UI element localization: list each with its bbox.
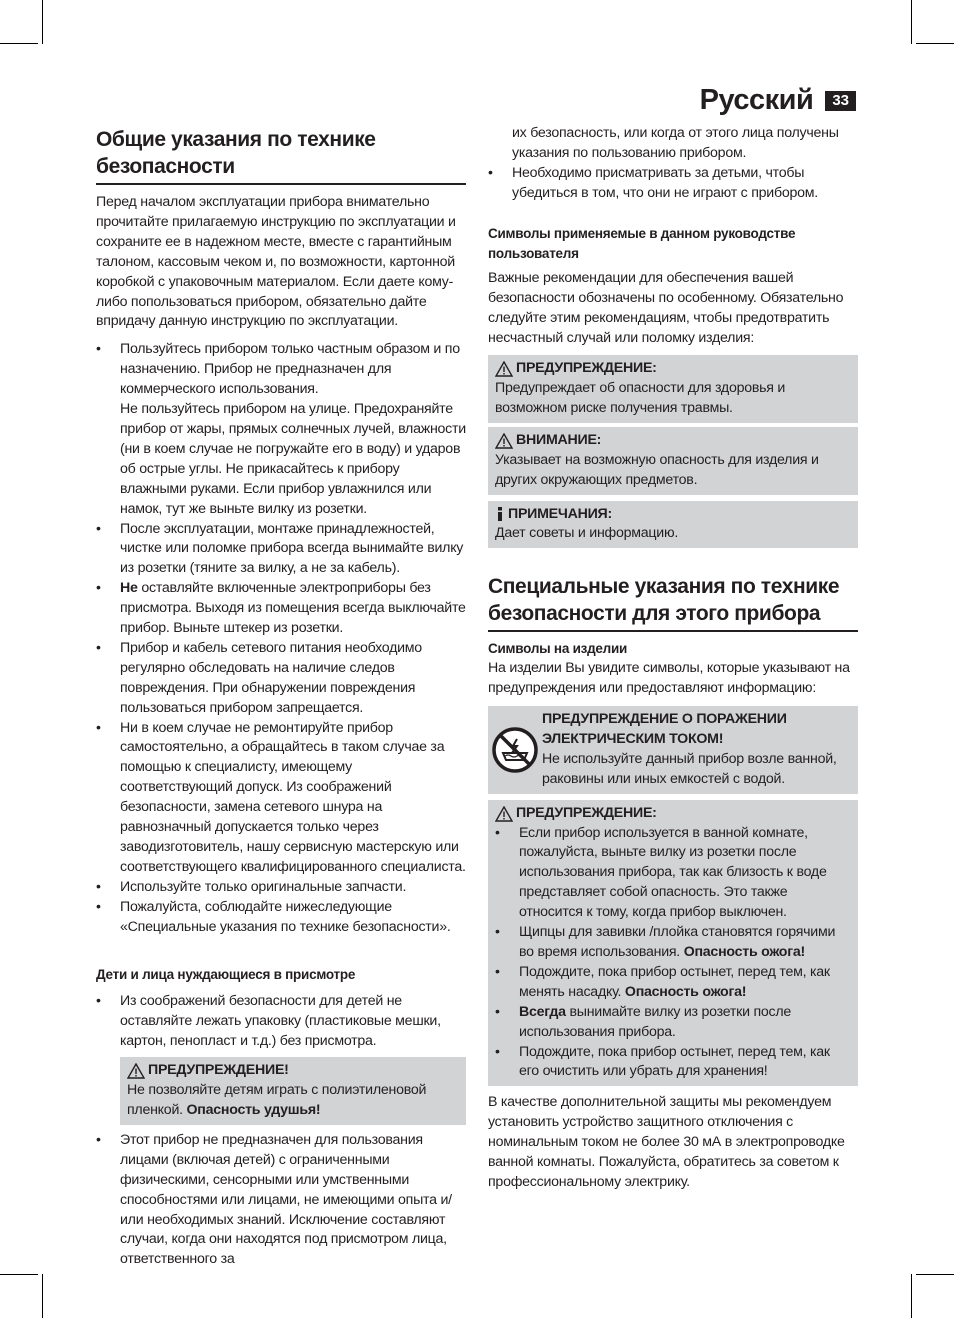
- warning-icon: [495, 433, 513, 449]
- caution-box-text: Указывает на возможную опасность для изделия и других окружающих предметов.: [495, 451, 819, 488]
- caution-box: [488, 427, 858, 495]
- section-title-special-safety: Специальные указания по технике безопасности для этого прибора: [488, 573, 858, 632]
- continued-list: [488, 164, 858, 204]
- list-item: • После эксплуатации, монтаже принадлежностей, чистке или поломке прибора всегда вынимайте вилку из розетки (тяните за вилку, а не за кабель).: [96, 520, 466, 580]
- note-title-text: ПРИМЕЧАНИЯ:: [508, 505, 612, 522]
- list-item-text: Не пользуйтесь прибором на улице. Предохраняйте прибор от жары, прямых солнечных лучей, влажности (ни в коем случае не погружайте его в воду) и ударов об острые углы. Не прикасайтесь к прибору влажными руками. Если прибор увлажнился или намок, тут же выньте вилку из розетки.: [120, 401, 466, 517]
- shock-warning-title: ПРЕДУПРЕЖДЕНИЕ О ПОРАЖЕНИИ ЭЛЕКТРИЧЕСКИМ ТОКОМ!: [542, 711, 787, 747]
- list-item: [495, 1003, 851, 1043]
- page-number: 33: [825, 91, 856, 111]
- shock-warning-text: Не используйте данный прибор возле ванной, раковины или иных емкостей с водой.: [542, 750, 837, 787]
- bold-text: Не: [120, 580, 138, 597]
- list-item: [495, 963, 851, 1003]
- symbols-heading: Символы применяемые в данном руководстве пользователя: [488, 225, 796, 261]
- warning-list: [495, 824, 851, 1083]
- no-water-bath-icon: [491, 726, 539, 774]
- caution-title-text: ВНИМАНИЕ:: [516, 431, 602, 448]
- bold-text: Опасность удушья!: [186, 1101, 321, 1118]
- warning-title-text: ПРЕДУПРЕЖДЕНИЕ:: [516, 804, 657, 821]
- warning-box-2: [488, 800, 858, 1087]
- shock-text-wrap: [542, 710, 851, 790]
- bold-text: Опасность ожога!: [683, 944, 805, 960]
- crop-mark: [42, 1274, 43, 1318]
- warning-icon: [495, 806, 513, 822]
- section-title-general-safety: Общие указания по технике безопасности: [96, 126, 466, 185]
- note-box-title: [495, 505, 851, 525]
- shock-icon-cell: [488, 710, 542, 790]
- children-heading: Дети и лица нуждающиеся в присмотре: [96, 966, 356, 982]
- list-item-text: оставляйте включенные электроприборы без присмотра. Выходя из помещения всегда выключайте прибор. Выньте штекер из розетки.: [120, 580, 466, 637]
- list-item-text: Щипцы для завивки /плойка становятся горячими во время использования.: [519, 924, 836, 960]
- list-item: • Подождите, пока прибор остынет, перед тем, как его очистить или убрать для хранения!: [495, 1043, 851, 1083]
- list-item: [96, 579, 466, 639]
- list-item: • Из соображений безопасности для детей не оставляйте лежать упаковку (пластиковые мешки, картон, пенопласт и т.д.) без присмотра.: [96, 992, 466, 1052]
- warning-box-text: Предупреждает об опасности для здоровья и возможном риске получения травмы.: [495, 379, 786, 416]
- list-item-text: вынимайте вилку из розетки после использования прибора.: [519, 1003, 792, 1040]
- shock-warning-box: [488, 706, 858, 794]
- list-item: • Ни в коем случае не ремонтируйте прибор самостоятельно, а обращайтесь в таком случае за помощью к специалисту, имеющему соответствующий допуск. Из соображений безопасности, замена сетевого шнура на равнозначный допускается только через заводизготовитель, нашу сервисную мастерскую или соответствующего квалифицированного специалиста.: [96, 719, 466, 878]
- crop-mark: [911, 1274, 912, 1318]
- list-item: • Прибор и кабель сетевого питания необходимо регулярно обследовать на наличие следов повреждения. При обнаружении повреждения пользоваться прибором запрещается.: [96, 639, 466, 719]
- crop-mark: [911, 0, 912, 44]
- note-box-text: Дает советы и информацию.: [495, 525, 679, 542]
- children-list-2: [96, 1131, 466, 1270]
- list-item-text: Пользуйтесь прибором только частным образом и по назначению. Прибор не предназначен для коммерческого использования.: [120, 341, 460, 398]
- caution-box-title: [495, 431, 851, 451]
- bold-text: Опасность ожога!: [624, 983, 747, 1000]
- list-item: [96, 340, 466, 519]
- crop-mark: [916, 43, 954, 44]
- warning-box-title: [495, 804, 851, 824]
- warning-box: [120, 1057, 466, 1125]
- warning-text: Не позволяйте детям играть с полиэтиленовой пленкой.: [127, 1082, 427, 1118]
- product-symbols-paragraph: На изделии Вы увидите символы, которые указывают на предупреждения или предоставляют информацию:: [488, 660, 850, 697]
- left-column: [96, 126, 466, 1270]
- crop-mark: [0, 43, 38, 44]
- warning-title-text: ПРЕДУПРЕЖДЕНИЕ:: [516, 360, 657, 377]
- warning-box-title: [495, 359, 851, 379]
- list-item-text: Подождите, пока прибор остынет, перед тем, как менять насадку.: [519, 963, 830, 1000]
- info-icon: [495, 506, 505, 522]
- language-title: Русский: [699, 84, 814, 116]
- list-item: • Используйте только оригинальные запчасти.: [96, 878, 466, 898]
- intro-paragraph: Перед началом эксплуатации прибора внимательно прочитайте прилагаемую инструкцию по эксплуатации и сохраните ее в надежном месте, вместе с гарантийным талоном, кассовым чеком и, по возможности, картонной коробкой с упаковочным материалом. Если даете кому-либо попользоваться прибором, обязательно дайте впридачу данную инструкцию по эксплуатации.: [96, 194, 456, 330]
- list-item: • Необходимо присматривать за детьми, чтобы убедиться в том, что они не играют с прибором.: [488, 164, 858, 204]
- final-paragraph: В качестве дополнительной защиты мы рекомендуем установить устройство защитного отключения с номинальным током не более 30 мА в электропроводке ванной комнаты. Пожалуйста, обратитесь за советом к профессиональному электрику.: [488, 1094, 845, 1190]
- warning-box-text: [127, 1081, 459, 1121]
- note-box: [488, 501, 858, 549]
- symbols-paragraph: Важные рекомендации для обеспечения вашей безопасности обозначены по особенному. Обязательно следуйте этим рекомендациям, чтобы предотвратить несчастный случай или поломку изделия:: [488, 270, 844, 347]
- crop-mark: [0, 1274, 38, 1275]
- list-item: [495, 923, 851, 963]
- warning-title-text: ПРЕДУПРЕЖДЕНИЕ!: [148, 1062, 289, 1079]
- warning-icon: [127, 1063, 145, 1079]
- warning-icon: [495, 361, 513, 377]
- crop-mark: [916, 1274, 954, 1275]
- product-symbols-heading: Символы на изделии: [488, 641, 628, 657]
- warning-box: [488, 355, 858, 423]
- list-item: • Если прибор используется в ванной комнате, пожалуйста, выньте вилку из розетки после использования прибора, так как близость к воде представляет собой опасность. Это также относится к тому, когда прибор выключен.: [495, 824, 851, 924]
- crop-mark: [42, 0, 43, 44]
- bold-text: Всегда: [519, 1003, 566, 1020]
- children-list: [96, 992, 466, 1052]
- list-item: • Этот прибор не предназначен для пользования лицами (включая детей) с ограниченными физическими, сенсорными или умственными способностями или лицами, не имеющими опыта и/или необходимых знаний. Исключение составляют случаи, когда они находятся под присмотром лица, ответственного за: [96, 1131, 466, 1270]
- warning-box-title: [127, 1061, 459, 1081]
- continued-text: их безопасность, или когда от этого лица получены указания по пользованию прибором.: [512, 125, 839, 161]
- page-header: [700, 84, 856, 117]
- list-item: • Пожалуйста, соблюдайте нижеследующие «Специальные указания по технике безопасности».: [96, 898, 466, 938]
- right-column: [488, 124, 858, 1193]
- safety-list: [96, 340, 466, 937]
